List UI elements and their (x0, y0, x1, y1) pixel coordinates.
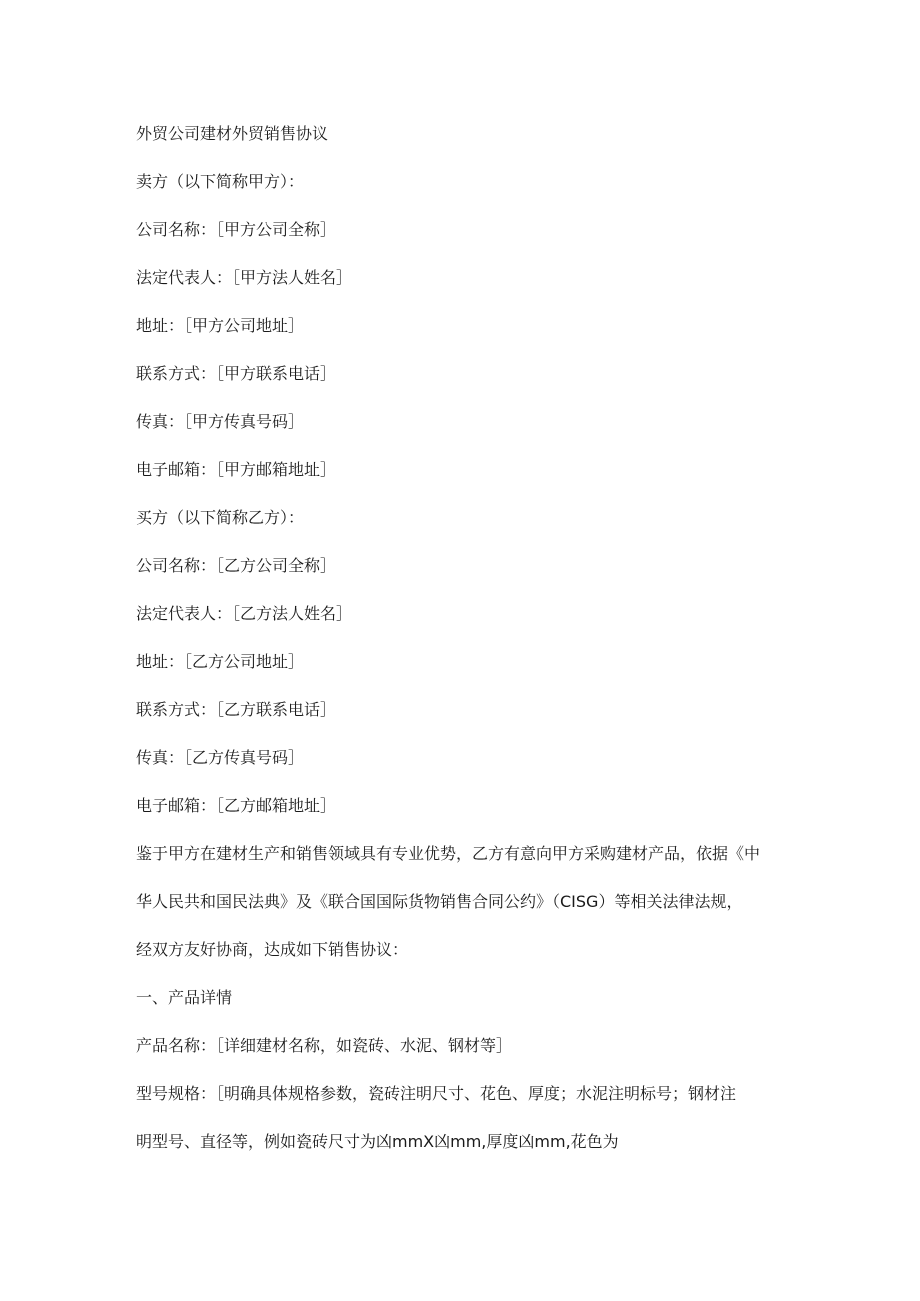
product-spec-line: 型号规格：［明确具体规格参数，瓷砖注明尺寸、花色、厚度；水泥注明标号；钢材注 (136, 1084, 737, 1103)
buyer-legal-representative: 法定代表人：［乙方法人姓名］ (136, 604, 353, 623)
document-title: 外贸公司建材外贸销售协议 (136, 124, 329, 143)
preamble-line: 鉴于甲方在建材生产和销售领域具有专业优势，乙方有意向甲方采购建材产品，依据《中 (136, 844, 761, 863)
buyer-address: 地址：［乙方公司地址］ (136, 652, 305, 671)
preamble-line: 华人民共和国民法典》及《联合国国际货物销售合同公约》（CISG）等相关法律法规， (136, 892, 743, 911)
seller-heading: 卖方（以下简称甲方）： (136, 172, 305, 191)
buyer-company-name: 公司名称：［乙方公司全称］ (136, 556, 337, 575)
seller-address: 地址：［甲方公司地址］ (136, 316, 305, 335)
seller-company-name: 公司名称：［甲方公司全称］ (136, 220, 337, 239)
section-heading-product-details: 一、产品详情 (136, 988, 233, 1007)
seller-fax: 传真：［甲方传真号码］ (136, 412, 305, 431)
seller-legal-representative: 法定代表人：［甲方法人姓名］ (136, 268, 353, 287)
product-spec-line: 明型号、直径等，例如瓷砖尺寸为凶mmX凶mm,厚度凶mm,花色为 (136, 1132, 619, 1151)
buyer-phone: 联系方式：［乙方联系电话］ (136, 700, 337, 719)
seller-phone: 联系方式：［甲方联系电话］ (136, 364, 337, 383)
buyer-heading: 买方（以下简称乙方）： (136, 508, 305, 527)
buyer-fax: 传真：［乙方传真号码］ (136, 748, 305, 767)
document-page (136, 118, 796, 1174)
seller-email: 电子邮箱：［甲方邮箱地址］ (136, 460, 337, 479)
buyer-email: 电子邮箱：［乙方邮箱地址］ (136, 796, 337, 815)
preamble-line: 经双方友好协商，达成如下销售协议： (136, 940, 409, 959)
product-name-clause: 产品名称：［详细建材名称，如瓷砖、水泥、钢材等］ (136, 1036, 513, 1055)
